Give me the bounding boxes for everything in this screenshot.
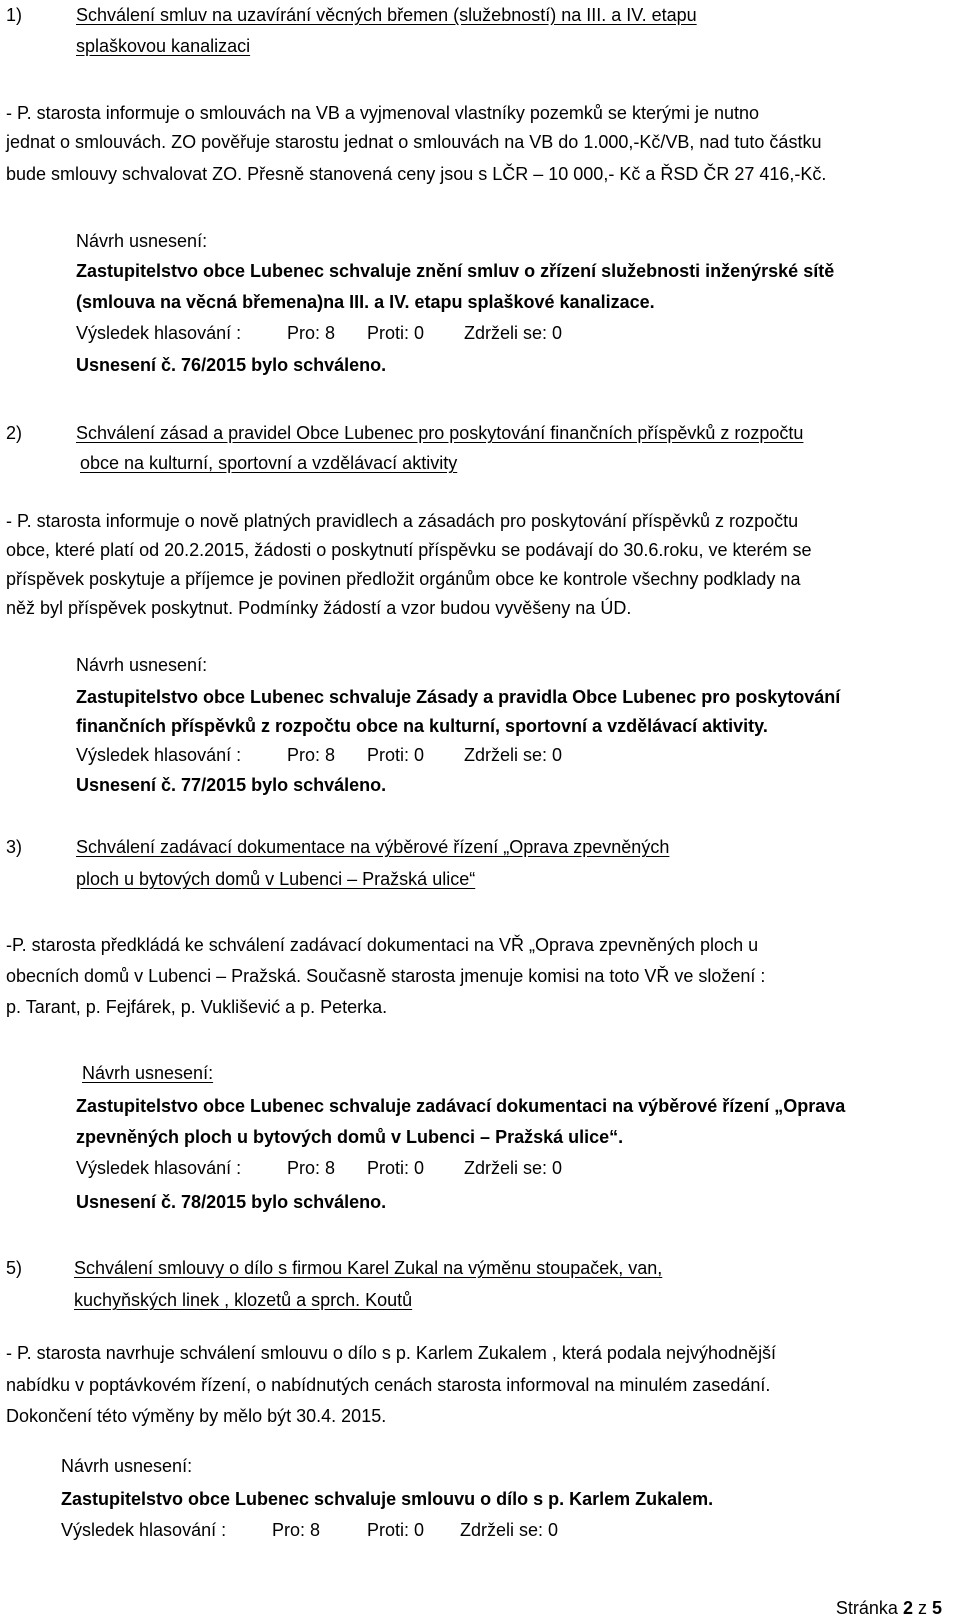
resolution-result: Usnesení č. 76/2015 bylo schváleno. <box>76 355 387 375</box>
body-line: p. Tarant, p. Fejfárek, p. Vuklišević a p. Peterka. <box>6 997 388 1017</box>
page-separator: z <box>917 1598 927 1618</box>
body-line: - P. starosta informuje o nově platných pravidlech a zásadách pro poskytování příspěvků z rozpočtu <box>6 511 799 531</box>
section-title-line: Schválení smlouvy o dílo s firmou Karel Zukal na výměnu stoupaček, van, <box>74 1258 663 1278</box>
vote-abstain: Zdrželi se: 0 <box>464 745 563 765</box>
vote-abstain: Zdrželi se: 0 <box>464 1158 563 1178</box>
body-line: -P. starosta předkládá ke schválení zadávací dokumentaci na VŘ „Oprava zpevněných ploch u <box>6 935 759 955</box>
section-title-line: kuchyňských linek , klozetů a sprch. Koutů <box>74 1290 413 1310</box>
vote-result <box>76 743 562 767</box>
section-number: 5) <box>6 1258 23 1278</box>
section-title-line: Schválení smluv na uzavírání věcných břemen (služebností) na III. a IV. etapu <box>76 5 697 25</box>
proposal-label: Návrh usnesení: <box>76 655 208 675</box>
vote-result <box>61 1518 558 1542</box>
vote-pro: Pro: 8 <box>287 1158 336 1178</box>
page-label: Stránka <box>835 1598 898 1618</box>
body-line: obecních domů v Lubenci – Pražská. Současně starosta jmenuje komisi na toto VŘ ve složení : <box>6 966 766 986</box>
body-line: nabídku v poptávkovém řízení, o nabídnutých cenách starosta informoval na minulém zasedání. <box>6 1375 771 1395</box>
proposal-label <box>76 1061 213 1085</box>
vote-proti: Proti: 0 <box>367 1520 425 1540</box>
section-number: 1) <box>6 5 23 25</box>
section-title-line: Schválení zásad a pravidel Obce Lubenec pro poskytování finančních příspěvků z rozpočtu <box>76 423 804 443</box>
vote-result <box>76 1156 562 1180</box>
body-line: příspěvek poskytuje a příjemce je povinen předložit orgánům obce ke kontrole všechny podklady na <box>6 569 801 589</box>
vote-proti: Proti: 0 <box>367 323 425 343</box>
proposal-label: Návrh usnesení: <box>61 1456 193 1476</box>
proposal-label-text: Návrh usnesení: <box>82 1063 214 1083</box>
section-title-line: Schválení zadávací dokumentace na výběrové řízení „Oprava zpevněných <box>76 837 670 857</box>
page-number: 2 <box>902 1598 913 1618</box>
section-title-line: ploch u bytových domů v Lubenci – Pražská ulice“ <box>76 869 476 889</box>
resolution-line: (smlouva na věcná břemena)na III. a IV. etapu splaškové kanalizace. <box>76 292 655 312</box>
page-total: 5 <box>931 1598 942 1618</box>
vote-pro: Pro: 8 <box>272 1520 321 1540</box>
vote-label: Výsledek hlasování : <box>76 745 242 765</box>
section-title-line: splaškovou kanalizaci <box>76 36 251 56</box>
body-line: bude smlouvy schvalovat ZO. Přesně stanovená ceny jsou s LČR – 10 000,- Kč a ŘSD ČR 27 416,-Kč. <box>6 164 827 184</box>
page-footer <box>836 1597 942 1619</box>
vote-label: Výsledek hlasování : <box>76 323 242 343</box>
section-number: 3) <box>6 837 23 857</box>
section-number: 2) <box>6 423 23 443</box>
vote-proti: Proti: 0 <box>367 1158 425 1178</box>
vote-result <box>76 321 562 345</box>
resolution-line: Zastupitelstvo obce Lubenec schvaluje smlouvu o dílo s p. Karlem Zukalem. <box>61 1489 714 1509</box>
body-line: - P. starosta navrhuje schválení smlouvu o dílo s p. Karlem Zukalem , která podala nejvýhodnější <box>6 1343 777 1363</box>
body-line: něž byl příspěvek poskytnut. Podmínky žádostí a vzor budou vyvěšeny na ÚD. <box>6 598 632 618</box>
vote-label: Výsledek hlasování : <box>76 1158 242 1178</box>
resolution-result: Usnesení č. 78/2015 bylo schváleno. <box>76 1192 387 1212</box>
vote-abstain: Zdrželi se: 0 <box>460 1520 559 1540</box>
body-line: obce, které platí od 20.2.2015, žádosti o poskytnutí příspěvku se podávají do 30.6.roku, ve kterém se <box>6 540 812 560</box>
section-title-line: obce na kulturní, sportovní a vzdělávací aktivity <box>80 453 458 473</box>
resolution-line: zpevněných ploch u bytových domů v Lubenci – Pražská ulice“. <box>76 1127 624 1147</box>
resolution-line: Zastupitelstvo obce Lubenec schvaluje zadávací dokumentaci na výběrové řízení „Oprava <box>76 1096 846 1116</box>
resolution-result: Usnesení č. 77/2015 bylo schváleno. <box>76 775 387 795</box>
body-line: Dokončení této výměny by mělo být 30.4. 2015. <box>6 1406 387 1426</box>
vote-pro: Pro: 8 <box>287 323 336 343</box>
body-line: - P. starosta informuje o smlouvách na VB a vyjmenoval vlastníky pozemků se kterými je nutno <box>6 103 760 123</box>
resolution-line: Zastupitelstvo obce Lubenec schvaluje Zásady a pravidla Obce Lubenec pro poskytování <box>76 687 841 707</box>
proposal-label: Návrh usnesení: <box>76 231 208 251</box>
resolution-line: Zastupitelstvo obce Lubenec schvaluje znění smluv o zřízení služebnosti inženýrské sítě <box>76 261 835 281</box>
vote-pro: Pro: 8 <box>287 745 336 765</box>
vote-label: Výsledek hlasování : <box>61 1520 227 1540</box>
body-line: jednat o smlouvách. ZO pověřuje starostu jednat o smlouvách na VB do 1.000,-Kč/VB, nad tuto částku <box>6 132 822 152</box>
resolution-line: finančních příspěvků z rozpočtu obce na kulturní, sportovní a vzdělávací aktivity. <box>76 716 768 736</box>
vote-proti: Proti: 0 <box>367 745 425 765</box>
vote-abstain: Zdrželi se: 0 <box>464 323 563 343</box>
